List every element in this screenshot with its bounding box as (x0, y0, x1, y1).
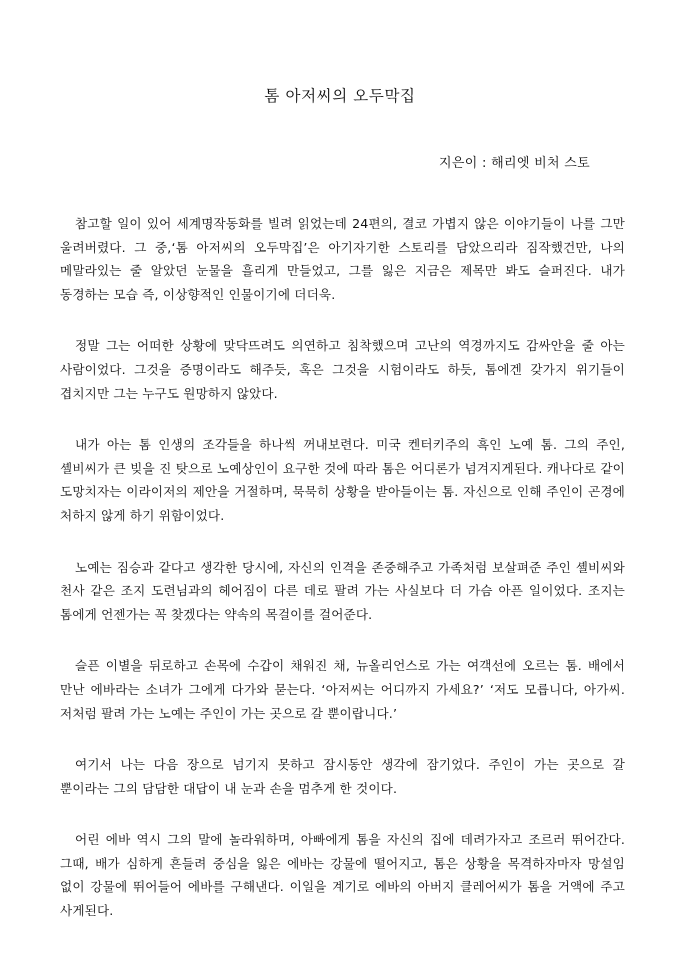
paragraph-2: 정말 그는 어떠한 상황에 맞닥뜨려도 의연하고 침착했으며 고난의 역경까지도 감싸안을 줄 아는 사람이었다. 그것을 증명이라도 해주듯, 혹은 그것을 시험이라도 하듯, 톰에겐 갖가지 위기들이 겹치지만 그는 누구도 원망하지 않았다. (60, 338, 625, 401)
paragraph-1: 참고할 일이 있어 세계명작동화를 빌려 읽었는데 24편의, 결코 가볍지 않은 이야기들이 나를 그만 울려버렸다. 그 중,‘톰 아저씨의 오두막집’은 아기자기한 스토리를 담았으리라 짐작했건만, 나의 메말라있는 줄 알았던 눈물을 흘리게 만들었고, 그를 잃은 지금은 제목만 봐도 슬퍼진다. 내가 동경하는 모습 즉, 이상향적인 인물이기에 더더욱. (60, 216, 625, 302)
paragraph-7: 어린 에바 역시 그의 말에 놀라워하며, 아빠에게 톰을 자신의 집에 데려가자고 조르러 뛰어간다. 그때, 배가 심하게 흔들려 중심을 잃은 에바는 강물에 떨어지고, 톰은 상황을 목격하자마자 망설임 없이 강물에 뛰어들어 에바를 구해낸다. 이일을 계기로 에바의 아버지 클레어씨가 톰을 거액에 주고 사게된다. (60, 832, 625, 919)
author-line: 지은이 : 해리엣 비처 스토 (439, 156, 590, 171)
paragraph-3: 내가 아는 톰 인생의 조각들을 하나씩 꺼내보련다. 미국 켄터키주의 흑인 노예 톰. 그의 주인, 셸비씨가 큰 빚을 진 탓으로 노예상인이 요구한 것에 따라 톰은 어디론가 넘겨지게된다. 캐나다로 같이 도망치자는 이라이저의 제안을 거절하며, 묵묵히 상황을 받아들이는 톰. 자신으로 인해 주인이 곤경에 처하지 않게 하기 위함이었다. (60, 437, 625, 523)
paragraph-5: 슬픈 이별을 뒤로하고 손목에 수갑이 채워진 채, 뉴올리언스로 가는 여객선에 오르는 톰. 배에서 만난 에바라는 소녀가 그에게 다가와 묻는다. ‘아저씨는 어디까지 가세요?’ ‘저도 모릅니다, 아가씨. 저처럼 팔려 가는 노예는 주인이 가는 곳으로 갈 뿐이랍니다.’ (60, 658, 625, 721)
paragraph-6: 여기서 나는 다음 장으로 넘기지 못하고 잠시동안 생각에 잠기었다. 주인이 가는 곳으로 갈 뿐이라는 그의 담담한 대답이 내 눈과 손을 멈추게 한 것이다. (60, 757, 625, 796)
essay-body (60, 212, 625, 951)
paragraph-4: 노예는 짐승과 같다고 생각한 당시에, 자신의 인격을 존중해주고 가족처럼 보살펴준 주인 셸비씨와 천사 같은 조지 도련님과의 헤어짐이 다른 데로 팔려 가는 사실보다 더 가슴 아픈 일이었다. 조지는 톰에게 언젠가는 꼭 찾겠다는 약속의 목걸이를 걸어준다. (60, 559, 625, 622)
page-title: 톰 아저씨의 오두막집 (264, 87, 416, 105)
